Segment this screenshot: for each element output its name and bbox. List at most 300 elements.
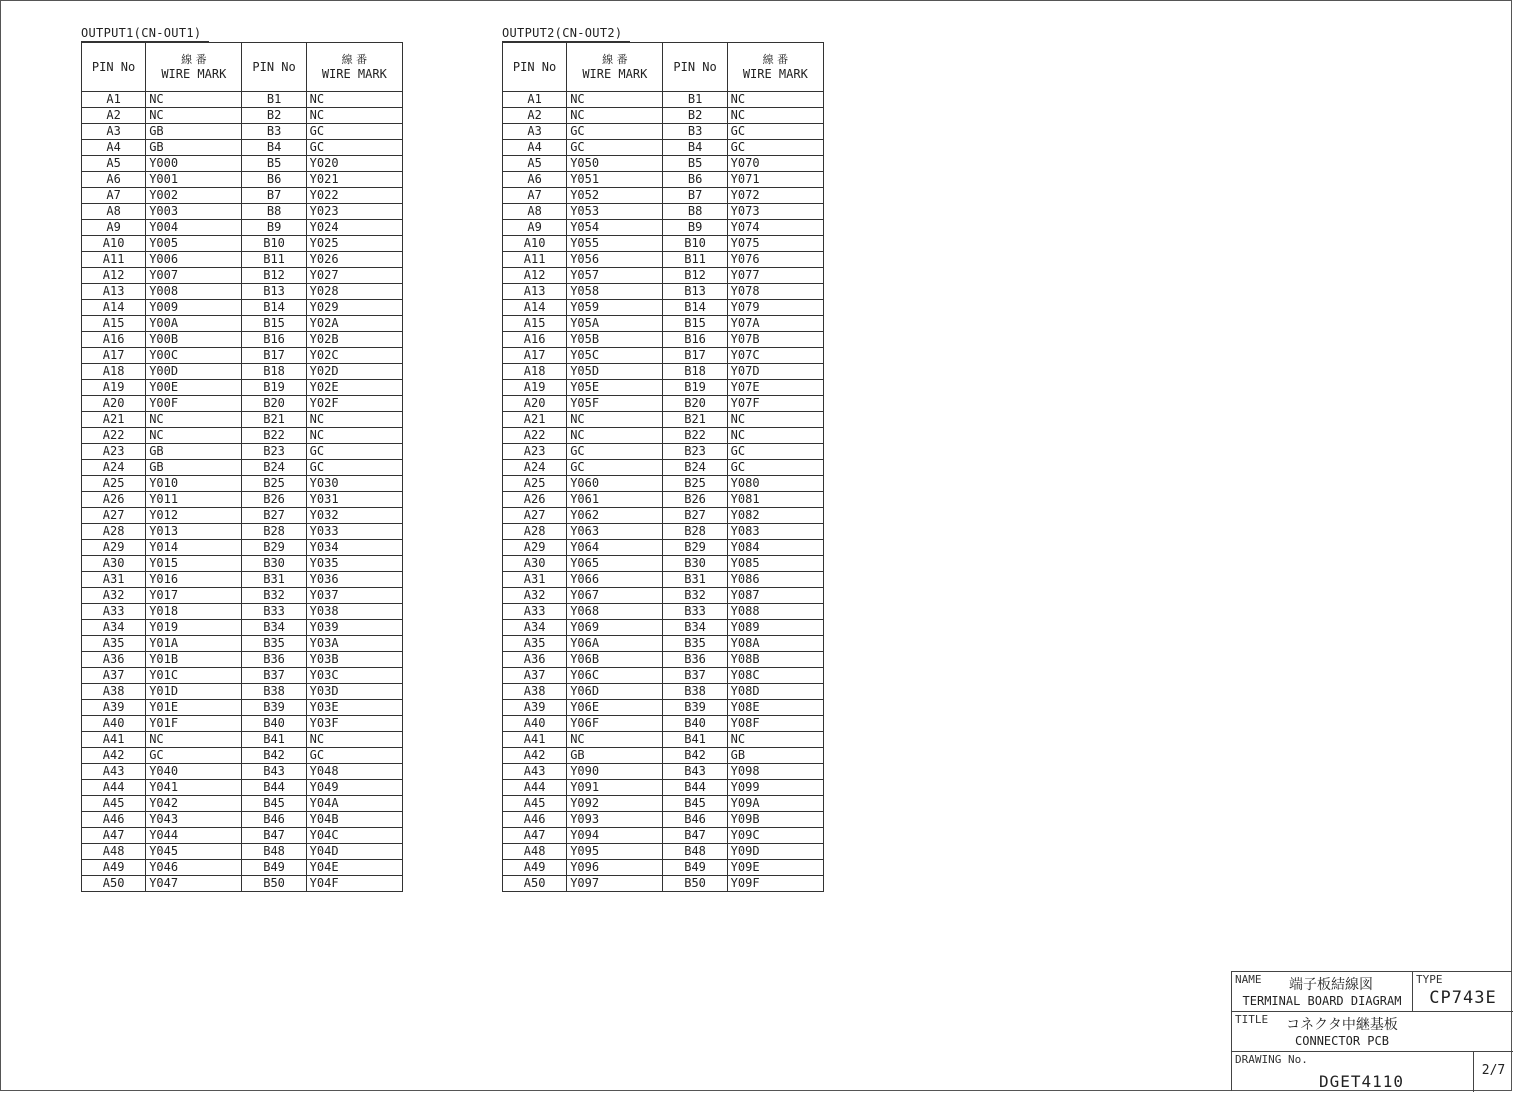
wire-mark-a-cell: Y069 xyxy=(567,620,663,636)
wire-mark-b-cell: Y074 xyxy=(727,220,823,236)
pin-a-cell: A2 xyxy=(82,108,146,124)
wire-mark-b-cell: Y084 xyxy=(727,540,823,556)
pin-b-cell: B22 xyxy=(242,428,306,444)
pin-b-cell: B11 xyxy=(663,252,727,268)
wire-mark-b-cell: Y035 xyxy=(306,556,402,572)
pin-a-cell: A38 xyxy=(503,684,567,700)
wire-mark-b-cell: Y02A xyxy=(306,316,402,332)
wire-mark-b-cell: Y029 xyxy=(306,300,402,316)
wire-mark-b-cell: Y07D xyxy=(727,364,823,380)
name-label: NAME xyxy=(1235,973,1262,986)
pin-b-cell: B21 xyxy=(242,412,306,428)
title-jp: コネクタ中継基板 xyxy=(1286,1017,1398,1033)
wire-mark-b-cell: NC xyxy=(306,108,402,124)
wire-mark-a-cell: GC xyxy=(567,124,663,140)
table-row xyxy=(503,492,824,508)
wire-mark-b-cell: Y031 xyxy=(306,492,402,508)
table-row xyxy=(503,108,824,124)
wire-mark-b-cell: Y04A xyxy=(306,796,402,812)
pin-a-cell: A42 xyxy=(82,748,146,764)
table-row xyxy=(503,188,824,204)
pin-a-cell: A31 xyxy=(82,572,146,588)
pin-b-cell: B47 xyxy=(242,828,306,844)
wire-mark-b-cell: Y04E xyxy=(306,860,402,876)
table-row xyxy=(503,636,824,652)
wire-mark-a-cell: Y004 xyxy=(146,220,242,236)
pin-a-cell: A41 xyxy=(503,732,567,748)
wire-mark-b-cell: Y04C xyxy=(306,828,402,844)
wire-mark-b-cell: Y08B xyxy=(727,652,823,668)
table-row xyxy=(82,204,403,220)
wire-mark-a-cell: GB xyxy=(146,460,242,476)
wire-mark-b-cell: Y033 xyxy=(306,524,402,540)
wire-mark-b-cell: Y09E xyxy=(727,860,823,876)
table-row xyxy=(82,652,403,668)
wire-mark-a-cell: Y008 xyxy=(146,284,242,300)
wire-mark-a-cell: Y002 xyxy=(146,188,242,204)
pin-a-cell: A26 xyxy=(503,492,567,508)
pin-a-cell: A18 xyxy=(503,364,567,380)
pin-b-cell: B20 xyxy=(242,396,306,412)
pin-b-cell: B20 xyxy=(663,396,727,412)
wire-mark-a-cell: Y056 xyxy=(567,252,663,268)
pin-b-cell: B14 xyxy=(663,300,727,316)
wire-mark-jp: 線 番 xyxy=(762,53,789,66)
wire-mark-b-cell: GC xyxy=(727,460,823,476)
wire-mark-a-cell: Y091 xyxy=(567,780,663,796)
pin-b-cell: B14 xyxy=(242,300,306,316)
wire-mark-b-cell: Y023 xyxy=(306,204,402,220)
pin-a-cell: A34 xyxy=(82,620,146,636)
wire-mark-a-cell: Y00D xyxy=(146,364,242,380)
pin-b-cell: B30 xyxy=(663,556,727,572)
table-row xyxy=(82,636,403,652)
pin-a-cell: A6 xyxy=(503,172,567,188)
wire-mark-b-cell: Y080 xyxy=(727,476,823,492)
wire-mark-b-cell: NC xyxy=(306,92,402,108)
wire-mark-a-cell: Y060 xyxy=(567,476,663,492)
wire-mark-b-cell: Y077 xyxy=(727,268,823,284)
pin-b-cell: B26 xyxy=(242,492,306,508)
wire-mark-b-cell: Y028 xyxy=(306,284,402,300)
table-row xyxy=(82,108,403,124)
table-row xyxy=(503,684,824,700)
wire-mark-a-cell: Y006 xyxy=(146,252,242,268)
table-row xyxy=(82,780,403,796)
wire-mark-a-cell: Y062 xyxy=(567,508,663,524)
pin-a-cell: A12 xyxy=(82,268,146,284)
pin-a-cell: A10 xyxy=(503,236,567,252)
table-row xyxy=(82,124,403,140)
pin-b-cell: B25 xyxy=(663,476,727,492)
pin-b-cell: B2 xyxy=(663,108,727,124)
wire-mark-header xyxy=(146,43,242,92)
wire-mark-a-cell: Y052 xyxy=(567,188,663,204)
table-row xyxy=(503,364,824,380)
wire-mark-b-cell: Y07F xyxy=(727,396,823,412)
pin-b-cell: B38 xyxy=(663,684,727,700)
wire-mark-a-cell: Y05C xyxy=(567,348,663,364)
wire-mark-a-cell: Y06F xyxy=(567,716,663,732)
pin-b-cell: B5 xyxy=(242,156,306,172)
pin-a-cell: A44 xyxy=(503,780,567,796)
table-row xyxy=(503,428,824,444)
wire-mark-a-cell: Y00E xyxy=(146,380,242,396)
wire-mark-b-cell: Y039 xyxy=(306,620,402,636)
wire-mark-b-cell: Y03E xyxy=(306,700,402,716)
wire-mark-a-cell: GC xyxy=(567,444,663,460)
pin-a-cell: A27 xyxy=(82,508,146,524)
wire-mark-a-cell: Y041 xyxy=(146,780,242,796)
table-row xyxy=(503,604,824,620)
table-row xyxy=(82,92,403,108)
pin-a-cell: A24 xyxy=(82,460,146,476)
pin-b-cell: B29 xyxy=(663,540,727,556)
wire-mark-b-cell: GC xyxy=(727,444,823,460)
wire-mark-a-cell: Y012 xyxy=(146,508,242,524)
table-header-row xyxy=(82,43,403,92)
table-row xyxy=(82,604,403,620)
pin-b-cell: B9 xyxy=(242,220,306,236)
table-row xyxy=(82,492,403,508)
wire-mark-b-cell: Y085 xyxy=(727,556,823,572)
pin-a-cell: A15 xyxy=(503,316,567,332)
wire-mark-b-cell: Y073 xyxy=(727,204,823,220)
pin-a-cell: A7 xyxy=(82,188,146,204)
wire-mark-a-cell: Y013 xyxy=(146,524,242,540)
wire-mark-b-cell: NC xyxy=(306,732,402,748)
pin-a-cell: A43 xyxy=(82,764,146,780)
pin-b-cell: B24 xyxy=(242,460,306,476)
pin-a-cell: A47 xyxy=(503,828,567,844)
pin-b-cell: B11 xyxy=(242,252,306,268)
pin-a-cell: A23 xyxy=(82,444,146,460)
wire-mark-b-cell: GC xyxy=(727,124,823,140)
wire-mark-b-cell: Y09C xyxy=(727,828,823,844)
pin-b-cell: B32 xyxy=(242,588,306,604)
table-row xyxy=(503,172,824,188)
table-row xyxy=(82,156,403,172)
pin-a-cell: A2 xyxy=(503,108,567,124)
wire-mark-b-cell: Y02D xyxy=(306,364,402,380)
table-row xyxy=(503,460,824,476)
table-row xyxy=(503,860,824,876)
wire-mark-a-cell: Y06D xyxy=(567,684,663,700)
pin-b-cell: B47 xyxy=(663,828,727,844)
wire-mark-b-cell: Y03C xyxy=(306,668,402,684)
table-row xyxy=(503,92,824,108)
pin-b-cell: B38 xyxy=(242,684,306,700)
wire-mark-b-cell: Y07B xyxy=(727,332,823,348)
wire-mark-en: WIRE MARK xyxy=(161,67,227,81)
wire-mark-b-cell: Y02B xyxy=(306,332,402,348)
table-row xyxy=(503,444,824,460)
pin-a-cell: A26 xyxy=(82,492,146,508)
pin-b-cell: B17 xyxy=(663,348,727,364)
table-row xyxy=(82,876,403,892)
table-row xyxy=(503,828,824,844)
pin-b-cell: B31 xyxy=(663,572,727,588)
title-block-title-row xyxy=(1232,1012,1513,1052)
pin-a-cell: A3 xyxy=(503,124,567,140)
pin-b-cell: B43 xyxy=(242,764,306,780)
table-row xyxy=(82,796,403,812)
output1-table-block xyxy=(81,26,403,892)
pin-b-cell: B12 xyxy=(242,268,306,284)
pin-a-cell: A40 xyxy=(503,716,567,732)
type-value: CP743E xyxy=(1429,988,1497,1008)
wire-mark-b-cell: Y08E xyxy=(727,700,823,716)
title-en: CONNECTOR PCB xyxy=(1295,1034,1389,1048)
table-row xyxy=(82,220,403,236)
wire-mark-a-cell: NC xyxy=(567,108,663,124)
wire-mark-a-cell: Y00C xyxy=(146,348,242,364)
pin-a-cell: A24 xyxy=(503,460,567,476)
output1-table xyxy=(81,42,403,892)
pin-a-cell: A19 xyxy=(82,380,146,396)
wire-mark-b-cell: Y088 xyxy=(727,604,823,620)
wire-mark-b-cell: Y07E xyxy=(727,380,823,396)
wire-mark-header xyxy=(727,43,823,92)
table-row xyxy=(82,700,403,716)
table-row xyxy=(503,540,824,556)
wire-mark-b-cell: Y02C xyxy=(306,348,402,364)
wire-mark-a-cell: Y00A xyxy=(146,316,242,332)
table-row xyxy=(82,684,403,700)
wire-mark-a-cell: GC xyxy=(146,748,242,764)
pin-a-cell: A32 xyxy=(503,588,567,604)
pin-b-cell: B7 xyxy=(663,188,727,204)
table-row xyxy=(503,748,824,764)
pin-a-cell: A10 xyxy=(82,236,146,252)
table-row xyxy=(82,236,403,252)
wire-mark-a-cell: Y055 xyxy=(567,236,663,252)
wire-mark-a-cell: Y018 xyxy=(146,604,242,620)
pin-b-cell: B49 xyxy=(663,860,727,876)
wire-mark-a-cell: Y00B xyxy=(146,332,242,348)
pin-a-cell: A1 xyxy=(503,92,567,108)
table-row xyxy=(82,860,403,876)
wire-mark-b-cell: Y098 xyxy=(727,764,823,780)
wire-mark-a-cell: Y097 xyxy=(567,876,663,892)
table-row xyxy=(503,780,824,796)
wire-mark-a-cell: Y019 xyxy=(146,620,242,636)
pin-b-cell: B1 xyxy=(663,92,727,108)
pin-b-cell: B44 xyxy=(663,780,727,796)
wire-mark-b-cell: Y034 xyxy=(306,540,402,556)
pin-a-cell: A43 xyxy=(503,764,567,780)
pin-a-cell: A8 xyxy=(82,204,146,220)
wire-mark-a-cell: Y05E xyxy=(567,380,663,396)
pin-a-cell: A41 xyxy=(82,732,146,748)
pin-a-cell: A37 xyxy=(503,668,567,684)
pin-b-cell: B44 xyxy=(242,780,306,796)
wire-mark-a-cell: Y051 xyxy=(567,172,663,188)
wire-mark-a-cell: Y009 xyxy=(146,300,242,316)
table-row xyxy=(503,156,824,172)
wire-mark-a-cell: Y01B xyxy=(146,652,242,668)
table-row xyxy=(82,716,403,732)
pin-a-cell: A39 xyxy=(503,700,567,716)
pin-a-cell: A45 xyxy=(503,796,567,812)
pin-b-cell: B43 xyxy=(663,764,727,780)
table-row xyxy=(82,140,403,156)
pin-b-cell: B33 xyxy=(242,604,306,620)
wire-mark-b-cell: Y02F xyxy=(306,396,402,412)
wire-mark-b-cell: Y082 xyxy=(727,508,823,524)
wire-mark-a-cell: Y01F xyxy=(146,716,242,732)
title-block-drawing-row xyxy=(1232,1052,1513,1092)
table-row xyxy=(503,220,824,236)
pin-a-cell: A38 xyxy=(82,684,146,700)
wire-mark-b-cell: Y03B xyxy=(306,652,402,668)
wire-mark-b-cell: GC xyxy=(306,140,402,156)
pin-b-cell: B35 xyxy=(663,636,727,652)
wire-mark-a-cell: Y067 xyxy=(567,588,663,604)
pin-b-cell: B10 xyxy=(242,236,306,252)
pin-a-cell: A15 xyxy=(82,316,146,332)
pin-b-cell: B45 xyxy=(242,796,306,812)
wire-mark-a-cell: Y046 xyxy=(146,860,242,876)
wire-mark-a-cell: GB xyxy=(146,140,242,156)
wire-mark-a-cell: Y06B xyxy=(567,652,663,668)
wire-mark-b-cell: Y071 xyxy=(727,172,823,188)
table-row xyxy=(503,620,824,636)
wire-mark-b-cell: Y04D xyxy=(306,844,402,860)
pin-a-cell: A25 xyxy=(503,476,567,492)
wire-mark-b-cell: Y03D xyxy=(306,684,402,700)
wire-mark-a-cell: NC xyxy=(567,732,663,748)
pin-a-cell: A46 xyxy=(503,812,567,828)
pin-a-cell: A31 xyxy=(503,572,567,588)
wire-mark-a-cell: Y001 xyxy=(146,172,242,188)
wire-mark-b-cell: Y09A xyxy=(727,796,823,812)
wire-mark-b-cell: Y03F xyxy=(306,716,402,732)
pin-b-cell: B30 xyxy=(242,556,306,572)
pin-a-cell: A48 xyxy=(503,844,567,860)
table-row xyxy=(503,380,824,396)
table-row xyxy=(82,380,403,396)
pin-b-cell: B34 xyxy=(242,620,306,636)
wire-mark-b-cell: NC xyxy=(727,92,823,108)
wire-mark-a-cell: Y05F xyxy=(567,396,663,412)
pin-b-cell: B18 xyxy=(242,364,306,380)
pin-a-cell: A18 xyxy=(82,364,146,380)
pin-a-cell: A33 xyxy=(82,604,146,620)
wire-mark-a-cell: Y05B xyxy=(567,332,663,348)
output2-table-block xyxy=(502,26,824,892)
pin-b-cell: B7 xyxy=(242,188,306,204)
pin-a-cell: A39 xyxy=(82,700,146,716)
pin-b-cell: B36 xyxy=(242,652,306,668)
wire-mark-b-cell: GC xyxy=(727,140,823,156)
sheet-number: 2/7 xyxy=(1481,1063,1506,1078)
drawing-label: DRAWING No. xyxy=(1235,1053,1308,1066)
pin-a-cell: A22 xyxy=(82,428,146,444)
wire-mark-b-cell: Y024 xyxy=(306,220,402,236)
title-block-name-row xyxy=(1232,972,1513,1012)
pin-b-cell: B8 xyxy=(663,204,727,220)
table-row xyxy=(82,732,403,748)
table-row xyxy=(503,588,824,604)
wire-mark-b-cell: NC xyxy=(727,412,823,428)
pin-a-cell: A36 xyxy=(503,652,567,668)
wire-mark-a-cell: Y058 xyxy=(567,284,663,300)
name-cell xyxy=(1232,972,1413,1011)
wire-mark-b-cell: GB xyxy=(727,748,823,764)
wire-mark-b-cell: Y04F xyxy=(306,876,402,892)
wire-mark-a-cell: NC xyxy=(567,92,663,108)
wire-mark-en: WIRE MARK xyxy=(742,67,808,81)
table-row xyxy=(503,796,824,812)
table-row xyxy=(503,812,824,828)
pin-a-cell: A12 xyxy=(503,268,567,284)
title-label: TITLE xyxy=(1235,1013,1269,1026)
pin-b-cell: B27 xyxy=(242,508,306,524)
pin-a-cell: A4 xyxy=(82,140,146,156)
wire-mark-b-cell: Y072 xyxy=(727,188,823,204)
wire-mark-b-cell: Y083 xyxy=(727,524,823,540)
pin-b-cell: B40 xyxy=(663,716,727,732)
wire-mark-a-cell: Y053 xyxy=(567,204,663,220)
drawing-cell xyxy=(1232,1052,1474,1092)
table-row xyxy=(82,316,403,332)
name-jp: 端子板結線図 xyxy=(1289,977,1373,993)
table-row xyxy=(82,556,403,572)
wire-mark-a-cell: Y066 xyxy=(567,572,663,588)
wire-mark-b-cell: Y078 xyxy=(727,284,823,300)
wire-mark-a-cell: Y01D xyxy=(146,684,242,700)
name-en: TERMINAL BOARD DIAGRAM xyxy=(1242,994,1402,1008)
pin-a-cell: A16 xyxy=(82,332,146,348)
pin-a-cell: A23 xyxy=(503,444,567,460)
pin-b-cell: B15 xyxy=(242,316,306,332)
pin-a-cell: A33 xyxy=(503,604,567,620)
wire-mark-a-cell: Y05A xyxy=(567,316,663,332)
pin-b-cell: B39 xyxy=(242,700,306,716)
table-row xyxy=(503,764,824,780)
wire-mark-a-cell: Y011 xyxy=(146,492,242,508)
wire-mark-a-cell: Y005 xyxy=(146,236,242,252)
wire-mark-a-cell: NC xyxy=(146,732,242,748)
pin-b-cell: B50 xyxy=(242,876,306,892)
table-row xyxy=(82,284,403,300)
wire-mark-b-cell: Y099 xyxy=(727,780,823,796)
pin-b-cell: B23 xyxy=(663,444,727,460)
wire-mark-a-cell: GB xyxy=(146,444,242,460)
wire-mark-b-cell: Y022 xyxy=(306,188,402,204)
table-row xyxy=(503,876,824,892)
wire-mark-b-cell: Y087 xyxy=(727,588,823,604)
wire-mark-b-cell: Y08C xyxy=(727,668,823,684)
pin-a-cell: A20 xyxy=(82,396,146,412)
wire-mark-b-cell: Y026 xyxy=(306,252,402,268)
wire-mark-b-cell: NC xyxy=(727,108,823,124)
table-row xyxy=(82,300,403,316)
table-row xyxy=(82,764,403,780)
table-row xyxy=(503,236,824,252)
pin-b-cell: B45 xyxy=(663,796,727,812)
pin-a-cell: A13 xyxy=(503,284,567,300)
pin-a-cell: A50 xyxy=(82,876,146,892)
table-row xyxy=(503,652,824,668)
table-row xyxy=(82,428,403,444)
table-row xyxy=(503,332,824,348)
wire-mark-b-cell: Y038 xyxy=(306,604,402,620)
pin-b-cell: B48 xyxy=(663,844,727,860)
pin-a-cell: A30 xyxy=(503,556,567,572)
wire-mark-jp: 線 番 xyxy=(602,53,628,66)
